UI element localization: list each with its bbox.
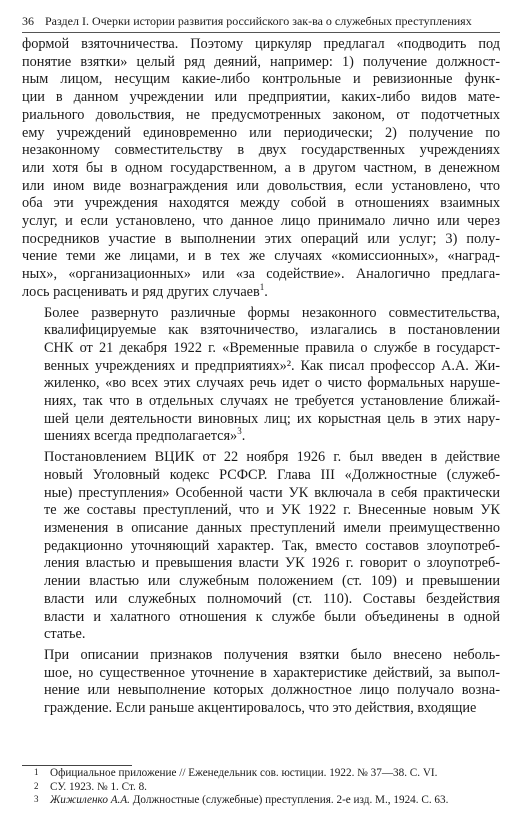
footnotes	[34, 767, 520, 808]
text-line: шей цели деятельности виновных лиц; их корыстная цель в этих нару-	[44, 410, 500, 427]
text-line: лось расценивать и ряд других случаев$^1$.	[22, 282, 268, 300]
text-line: статье.	[44, 626, 86, 643]
text-line: Постановлением ВЦИК от 22 ноября 1926 г. был введен в действие	[44, 449, 500, 466]
text-line: СНК от 21 декабря 1922 г. «Временные правила о службе в государст-	[44, 339, 500, 356]
footnote-number: 2	[34, 780, 39, 791]
text-line: риального довольствия, не предусмотренных законом, от подотчетных	[22, 106, 500, 123]
footnote-author: Жижиленко А.А.	[50, 794, 130, 806]
footnote-2	[34, 780, 520, 795]
text-line: шое, но существенное уточнение в характеристике действий, за выпол-	[44, 664, 500, 681]
text-line: ниях, так что в отдельных случаях не требуется установление ближай-	[44, 393, 500, 410]
line-tail: .	[241, 428, 246, 445]
paragraph-p4	[22, 647, 500, 718]
footnote-ref[interactable]: 3	[237, 426, 242, 437]
text-line: или хотя бы в одном государственном, а в другом частном, в денежном	[22, 159, 500, 176]
header-rule	[22, 32, 500, 33]
paragraph-p3	[22, 449, 500, 644]
text-line: услуг, и если установлено, что данное лицо принимало лично или через	[22, 213, 500, 230]
text-line: ему учреждений единовременно или периодически; 2) получение по	[22, 124, 500, 141]
text-line: венных учреждениях и предприятиях»². Как писал профессор А.А. Жи-	[44, 357, 500, 374]
footnote-number: 1	[34, 767, 39, 777]
text-line: или ином виде вознаграждения или довольствия, если установлено, что	[22, 177, 500, 194]
text-line: При описании признаков получения взятки было внесено неболь-	[44, 646, 500, 663]
text-line: чение теми же лицами, и в тех же случаях «комиссионных», «наград-	[22, 248, 500, 265]
footnote-1	[34, 767, 520, 781]
text-line: ных», «организационных» или «за содействие». Аналогично предлага-	[22, 266, 500, 283]
text-line: Более развернуто различные формы незаконного совместительства,	[44, 304, 500, 321]
footnote-text: Официальное приложение // Еженедельник сов. юстиции. 1922. № 37—38. С. VI.	[50, 767, 438, 779]
text-line: жиленко, «во всех этих случаях речь идет о чисто формальных наруше-	[44, 375, 500, 392]
text-line: квалифицируемые как взяточничество, излагались в постановлении	[44, 322, 500, 339]
text-line: оба эти учреждения находятся между собой в отношениях взаимных	[22, 195, 500, 212]
footnote-rule	[22, 765, 132, 766]
footnote-number: 3	[34, 794, 39, 804]
text-line: понятие взятки» целый ряд деяний, например: 1) получение должност-	[22, 53, 500, 70]
text-line: ным лицом, несущим какие-либо контрольные и ревизионные функ-	[22, 71, 500, 88]
footnote-text: СУ. 1923. № 1. Ст. 8.	[50, 780, 147, 793]
text-line: незаконному совместительству в двух государственных учреждениях	[22, 142, 500, 159]
text-line: изменения в описание данных преступлений имели преимущественно	[44, 519, 500, 536]
paragraph-p1	[22, 36, 500, 302]
footnote-text: Должностные (служебные) преступления. 2-е изд. М., 1924. С. 63.	[129, 794, 449, 806]
running-header	[22, 14, 500, 29]
text-line: новый Уголовный кодекс РСФСР. Глава III «Должностные (служеб-	[44, 466, 500, 483]
text-line: те же составы преступлений, что и УК 1922 г. Внесенные новым УК	[44, 502, 500, 519]
main-text	[22, 36, 500, 718]
running-title: Раздел I. Очерки истории развития российского зак-ва о служебных преступлениях	[45, 14, 472, 28]
text-line: власти или служебных полномочий (ст. 110). Составы бездействия	[44, 590, 500, 607]
line-tail: .	[264, 283, 268, 300]
text-line: лении властью или служебным положением (ст. 109) и превышении	[44, 573, 500, 590]
text-line: граждение. Если раньше акцентировалось, что это действия, входящие	[44, 700, 477, 717]
text-line: ные) преступления» Особенной части УК включала в себя практически	[44, 484, 500, 501]
text-line: власти и халатного отношения к службе были объединены в одной	[44, 608, 500, 625]
text-line: редакционно уточняющий характер. Так, вместо составов злоупотреб-	[44, 537, 500, 554]
paragraph-p2	[22, 305, 500, 447]
text-line: формой взяточничества. Поэтому циркуляр предлагал «подводить под	[22, 36, 500, 52]
text-line: нение или невыполнение которых должностное лицо получало возна-	[44, 682, 500, 699]
footnote-ref[interactable]: 1	[259, 282, 265, 293]
text-line: ции в данном учреждении или предприятии, каких-либо видов мате-	[22, 89, 500, 106]
page-number: 36	[22, 14, 34, 28]
text-line: шениях всегда предполагается»$^3$.	[44, 426, 246, 445]
footnote-3	[34, 794, 520, 808]
text-line: посредников участие в выполнении этих операций или услуг; 3) полу-	[22, 230, 500, 247]
text-line: ления властью и превышения власти УК 1926 г. говорит о злоупотреб-	[44, 555, 500, 572]
